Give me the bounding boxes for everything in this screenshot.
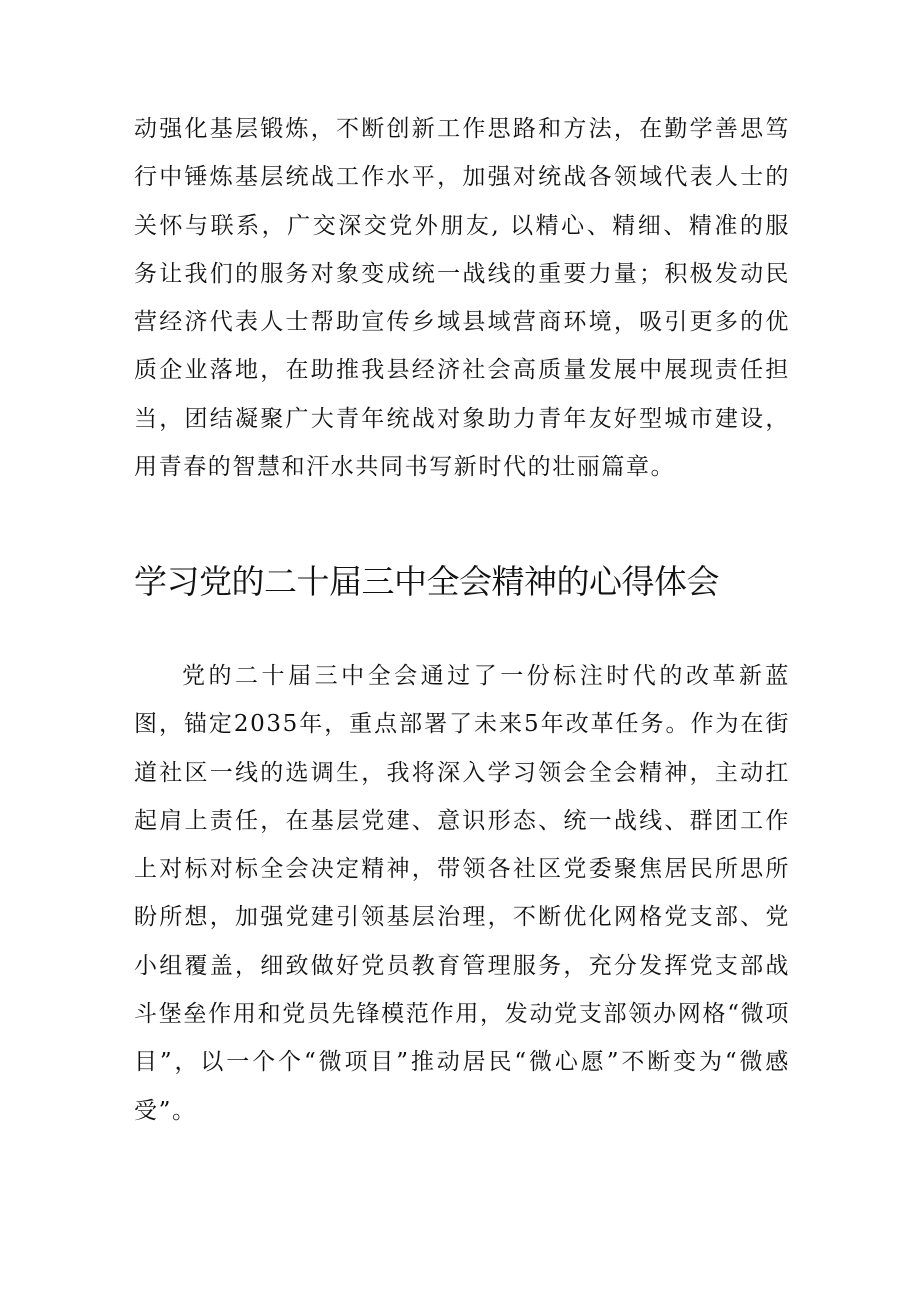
continued-paragraph: 动强化基层锻炼，不断创新工作思路和方法，在勤学善思笃行中锤炼基层统战工作水平，加强对统战各领域代表人士的关怀与联系，广交深交党外朋友, 以精心、精细、精准的服务让我们的服务对象变成统一战线的重要力量；积极发动民营经济代表人士帮助宣传乡域县域营商环境，吸引更多的优质企业落地，在助推我县经济社会高质量发展中展现责任担当，团结凝聚广大青年统战对象助力青年友好型城市建设，用青春的智慧和汗水共同书写新时代的壮丽篇章。 — [134, 116, 790, 481]
section-title: 学习党的二十届三中全会精神的心得体会 — [134, 562, 719, 601]
body-paragraph: 党的二十届三中全会通过了一份标注时代的改革新蓝图，锚定2035年，重点部署了未来5年改革任务。作为在街道社区一线的选调生，我将深入学习领会全会精神，主动扛起肩上责任，在基层党建、意识形态、统一战线、群团工作上对标对标全会决定精神，带领各社区党委聚焦居民所思所盼所想，加强党建引领基层治理，不断优化网格党支部、党小组覆盖，细致做好党员教育管理服务，充分发挥党支部战斗堡垒作用和党员先锋模范作用，发动党支部领办网格“微项目”，以一个个“微项目”推动居民“微心愿”不断变为“微感受”。 — [134, 663, 790, 1124]
